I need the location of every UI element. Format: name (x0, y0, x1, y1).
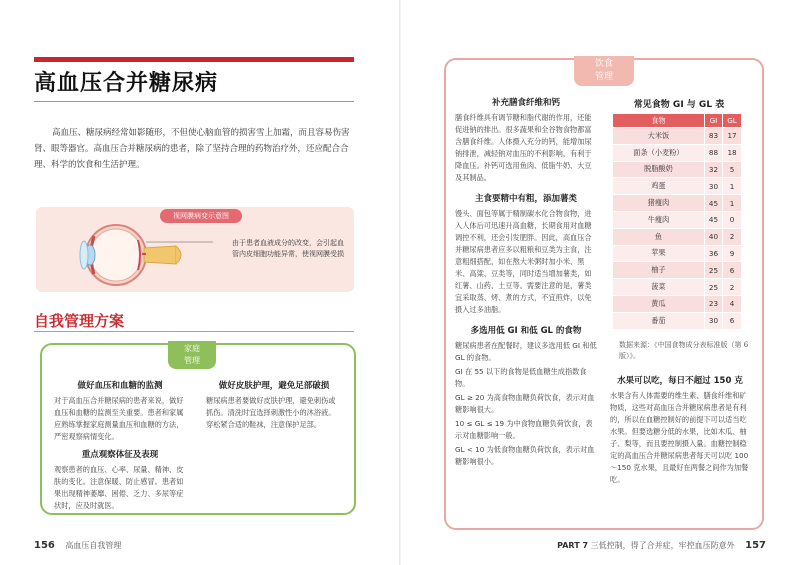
table-cell: 2 (723, 228, 742, 245)
table-cell: 6 (723, 312, 742, 329)
section-title: 自我管理方案 (34, 312, 125, 330)
table-cell: 25 (704, 279, 722, 296)
table-cell: 23 (704, 295, 722, 312)
table-cell: 18 (723, 144, 742, 161)
table-header-cell: GL (723, 114, 742, 128)
diagram-tag: 视网膜病变示意图 (160, 209, 242, 223)
block-paragraph: 10 ≤ GL ≤ 19 为中食物血糖负荷饮食，表示对血糖影响一般。 (455, 419, 593, 440)
table-cell: 40 (704, 228, 722, 245)
diagram-caption: 由于患者血液成分的改变，会引起血管内皮细胞功能异常，使视网膜受损 (232, 239, 344, 258)
gi-gl-table (612, 113, 742, 330)
block-body: 水果含有人体需要的维生素、膳食纤维和矿物质，这些对高血压合并糖尿病患者是有利的，所以在血糖控制好的前提下可以适当吃水果。但要选糖分低的水果，比如木瓜、柚子、梨等，而且要控制摄入量。血糖控制稳定的高血压合并糖尿病患者每天可以吃 100～150 克水果，且最好在两餐之间作为加餐吃。 (610, 391, 749, 484)
block-heading: 多选用低 GI 和低 GL 的食物 (470, 326, 582, 336)
running-head: 高血压自我管理 (65, 541, 122, 550)
table-cell: 30 (704, 312, 722, 329)
block-paragraph: 糖尿病患者在配餐时，建议多选用低 GI 和低 GL 的食物。 (455, 341, 597, 362)
home-column-left (54, 380, 186, 512)
table-header-cell: 食物 (613, 114, 705, 128)
page-number: 156 (34, 540, 55, 551)
table-cell: 牛瘦肉 (613, 211, 705, 228)
table-cell: 黄瓜 (613, 295, 705, 312)
part-label: PART 7 (557, 541, 589, 550)
page-gutter (399, 0, 401, 565)
table-row (613, 195, 742, 212)
table-row (613, 211, 742, 228)
folio-left (34, 540, 121, 551)
table-cell: 45 (704, 211, 722, 228)
page-title: 高血压合并糖尿病 (34, 71, 219, 96)
table-row (613, 128, 742, 145)
block-body: 观察患者的血压、心率、尿量、精神、皮肤的变化。注意保暖、防止感冒。患者如果出现精神萎靡、困倦、乏力、多尿等症状时，应及时就医。 (54, 465, 184, 510)
table-row (613, 228, 742, 245)
table-cell: 9 (723, 245, 742, 262)
table-header-cell: GI (704, 114, 722, 128)
diet-block (455, 325, 597, 468)
diet-column-left (455, 97, 597, 477)
block-heading: 做好皮肤护理，避免足部破损 (218, 381, 330, 391)
home-management-tag (168, 341, 216, 369)
block-heading: 主食要精中有粗，添加薯类 (474, 194, 577, 204)
block-paragraph: GI 在 55 以下的食物是低血糖生成指数食物。 (455, 367, 587, 388)
table-cell: 88 (704, 144, 722, 161)
table-cell: 17 (723, 128, 742, 145)
table-cell: 4 (723, 295, 742, 312)
block-heading: 重点观察体征及表现 (81, 450, 159, 460)
running-head: 三低控制，得了合并症，牢控血压防意外 (590, 541, 735, 550)
eye-cross-section-illustration (58, 218, 218, 290)
block-body: 对于高血压合并糖尿病的患者来说，做好血压和血糖的监测至关重要。患者和家属应熟练掌握家庭测量血压和血糖的方法，严密观察病情变化。 (54, 396, 184, 441)
block-heading: 补充膳食纤维和钙 (491, 98, 560, 108)
table-cell: 柚子 (613, 262, 705, 279)
table-cell: 面条（小麦粉） (613, 144, 705, 161)
table-cell: 30 (704, 178, 722, 195)
gi-table-title: 常见食物 GI 与 GL 表 (633, 100, 725, 110)
table-row (613, 295, 742, 312)
folio-right (557, 540, 766, 551)
table-cell: 脱脂酸奶 (613, 161, 705, 178)
block-body: 膳食纤维具有调节糖和脂代谢的作用，还能促进钠的排出。很多蔬果和全谷物食物都富含膳食纤维。人体摄入充分的钙，能增加尿钠排泄，减轻钠对血压的不利影响，有利于降血压。补钙可选用鱼肉、低脂牛奶、大豆及其制品。 (455, 113, 592, 182)
table-row (613, 144, 742, 161)
block-body: 馒头、面包等属于精制碳水化合物食物，进入人体后可迅速升高血糖，长期食用对血糖调控不利，还会引发肥胖。因此，高血压合并糖尿病患者应多以粗粮和豆类为主食，注意粗细搭配，如在熬大米粥时加小米、黑米、高粱、豆类等，同时适当增加薯类，如红薯、山药、土豆等。需要注意的是，薯类宜采取蒸、烤、煮的方式，不宜煎炸，以免摄入过多油脂。 (455, 209, 592, 314)
home-column-right (206, 380, 342, 431)
block-body: 糖尿病患者要做好皮肤护理，避免刺伤或抓伤。清洗时宜选择刺激性小的沐浴液。穿松紧合适的鞋袜，注意保护足部。 (206, 396, 336, 429)
table-cell: 鱼 (613, 228, 705, 245)
table-cell: 36 (704, 245, 722, 262)
table-cell: 32 (704, 161, 722, 178)
fruit-block (610, 375, 750, 488)
tag-line: 饮食 (594, 59, 613, 69)
table-row (613, 312, 742, 329)
tag-line: 管理 (594, 72, 613, 82)
intro-paragraph: 高血压、糖尿病经常如影随形，不但使心脑血管的损害雪上加霜，而且容易伤害肾、眼等器官。高血压合并糖尿病的患者，除了坚持合理的药物治疗外，还应配合合理、科学的饮食和生活护理。 (34, 128, 350, 170)
page-number: 157 (745, 540, 766, 551)
table-row (613, 262, 742, 279)
table-cell: 鸡蛋 (613, 178, 705, 195)
table-cell: 猪瘦肉 (613, 195, 705, 212)
diet-block (455, 97, 597, 184)
block-paragraph: GL ≥ 20 为高食物血糖负荷饮食，表示对血糖影响很大。 (455, 393, 595, 414)
table-cell: 苹果 (613, 245, 705, 262)
table-cell: 45 (704, 195, 722, 212)
section-rule (34, 331, 354, 332)
table-cell: 大米饭 (613, 128, 705, 145)
tag-line: 管理 (184, 356, 200, 365)
table-cell: 0 (723, 211, 742, 228)
title-underline (34, 101, 354, 102)
table-cell: 5 (723, 161, 742, 178)
table-row (613, 245, 742, 262)
title-top-rule (34, 57, 354, 62)
diet-management-tag (574, 56, 634, 86)
table-cell: 1 (723, 178, 742, 195)
table-cell: 番茄 (613, 312, 705, 329)
tag-line: 家庭 (184, 344, 200, 353)
table-cell: 25 (704, 262, 722, 279)
table-cell: 6 (723, 262, 742, 279)
block-heading: 做好血压和血糖的监测 (77, 381, 163, 391)
table-row (613, 161, 742, 178)
table-cell: 菠菜 (613, 279, 705, 296)
table-header-row (613, 114, 742, 128)
block-heading: 水果可以吃，每日不超过 150 克 (617, 376, 743, 386)
diet-block (455, 193, 597, 316)
table-cell: 83 (704, 128, 722, 145)
block-paragraph: GL < 10 为低食物血糖负荷饮食，表示对血糖影响很小。 (455, 445, 595, 466)
table-cell: 2 (723, 279, 742, 296)
table-row (613, 279, 742, 296)
table-cell: 1 (723, 195, 742, 212)
table-source-note: 数据来源：《中国食物成分表标准版（第 6 版）》。 (619, 341, 749, 360)
table-row (613, 178, 742, 195)
